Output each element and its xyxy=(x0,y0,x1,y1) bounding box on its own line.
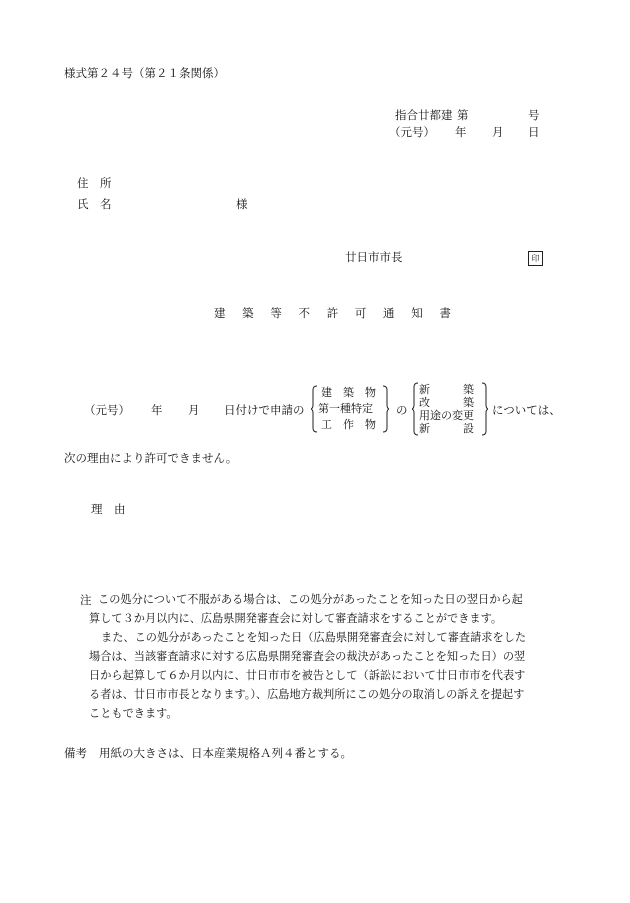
doc-number-go: 号 xyxy=(528,108,540,122)
brace2-item-1: 改 築 xyxy=(419,396,474,409)
note-line: 場合は、当該審査請求に対する広島県開発審査会の裁決があったことを知った日）の翌 xyxy=(89,650,526,663)
remark-text: 用紙の大きさは、日本産業規格Ａ列４番とする。 xyxy=(99,746,352,760)
doc-number-dai: 第 xyxy=(457,108,469,122)
brace2-item-3: 新 設 xyxy=(419,422,474,435)
note-line: こともできます。 xyxy=(89,707,178,720)
doc-number-prefix: 指合廿都建 xyxy=(395,108,453,122)
brace1-item-1: 第一種特定 xyxy=(318,402,373,415)
seal-mark: 印 xyxy=(528,251,543,266)
doc-date-day: 日 xyxy=(528,125,540,139)
body-dated-phrase: 日付けで申請の xyxy=(224,403,305,417)
brace2-item-2: 用途の変更 xyxy=(419,409,474,422)
note-line: 算して３か月以内に、広島県開発審査会に対して審査請求をすることができます。 xyxy=(89,612,503,625)
doc-date-month: 月 xyxy=(492,125,504,139)
note-line: この処分について不服がある場合は、この処分があったことを知った日の翌日から起 xyxy=(98,593,523,606)
address-label: 住 所 xyxy=(77,176,112,190)
action-type-brace xyxy=(412,381,488,437)
issuer-title: 廿日市市長 xyxy=(345,250,403,264)
note-line: る者は、廿日市市長となります。）、広島地方裁判所にこの処分の取消しの訴えを提起す xyxy=(89,688,525,701)
brace2-item-0: 新 築 xyxy=(419,383,474,396)
note-line: 日から起算して６か月以内に、廿日市市を被告として（訴訟において廿日市市を代表す xyxy=(89,669,526,682)
note-line: また、この処分があったことを知った日（広島県開発審査会に対して審査請求をした xyxy=(101,631,527,644)
body-tail: については、 xyxy=(492,403,561,417)
body-year: 年 xyxy=(151,403,163,417)
body-month: 月 xyxy=(188,403,200,417)
body-no: の xyxy=(396,403,408,417)
structure-type-brace xyxy=(311,384,389,434)
name-label: 氏 名 xyxy=(77,197,112,211)
brace1-item-2: 工 作 物 xyxy=(321,418,376,431)
doc-date-era: （元号） xyxy=(389,125,435,139)
brace1-item-0: 建 築 物 xyxy=(321,386,376,399)
doc-date-year: 年 xyxy=(455,125,467,139)
remark-label: 備考 xyxy=(64,746,87,760)
reason-label: 理 由 xyxy=(91,502,126,516)
body-era: （元号） xyxy=(84,403,130,417)
note-label: 注 xyxy=(80,593,92,607)
body-line2: 次の理由により許可できません。 xyxy=(64,451,238,465)
honorific: 様 xyxy=(236,197,248,211)
document-heading: 建築等不許可通知書 xyxy=(214,306,468,320)
form-label: 様式第２４号（第２１条関係） xyxy=(64,66,225,80)
